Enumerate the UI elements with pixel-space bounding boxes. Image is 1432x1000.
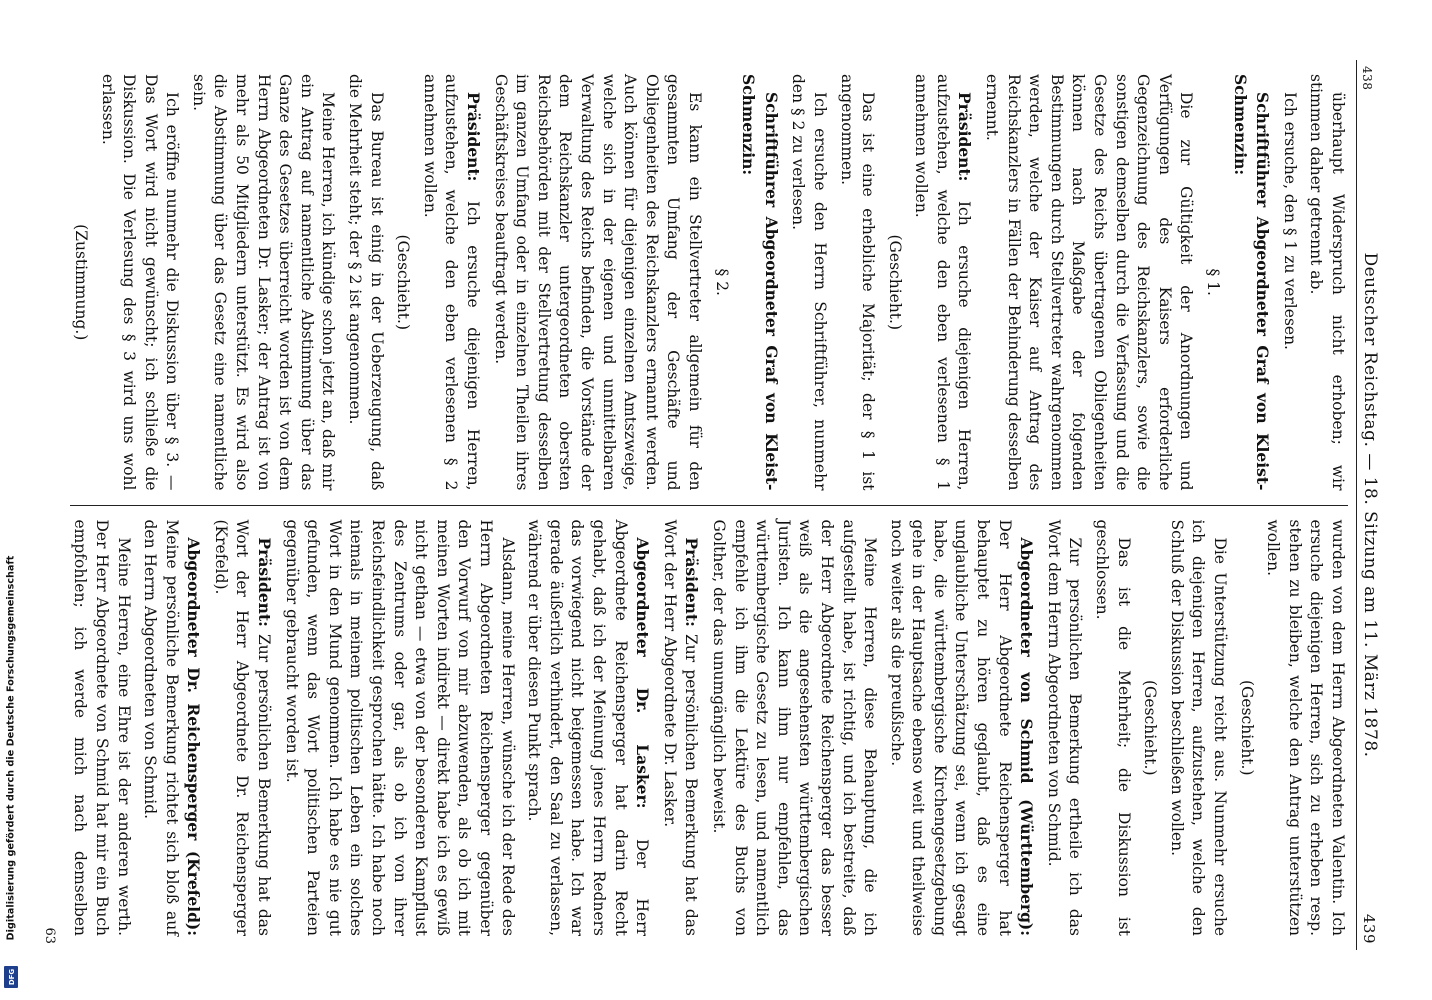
- paragraph-text: Ich ersuche den Herrn Schriftführer, nunmehr den § 2 zu verlesen.: [789, 74, 829, 491]
- paragraph-text: Ich ersuche diejenigen Herren, aufzustehen, welche den eben verlesenen § 1 annehmen wollen.: [912, 74, 974, 491]
- paragraph: [70, 520, 134, 937]
- paragraph-text: (Geschieht.): [394, 234, 413, 331]
- paragraph: [489, 74, 705, 491]
- speaker-label: Präsident:: [255, 537, 275, 627]
- paragraph: [1090, 520, 1133, 937]
- text-columns: [70, 60, 1348, 950]
- paragraph: [1201, 74, 1223, 491]
- paragraph: [1235, 520, 1257, 937]
- speaker-label: Schriftführer Abgeordneter Graf von Kleist-Schmenzin:: [739, 74, 781, 491]
- paragraph: [1262, 520, 1348, 937]
- paragraph-text: Meine Herren, diese Behauptung, die ich aufgestellt habe, ist richtig, und ich bestreite, daß der Herr Abgeordnete Reichensperger das besser weiß als die angesehensten württembergischen Juristen. Ich kann ihm nur empfehlen, das württembergische Gesetz zu lesen, und namentlich empfehle ich ihm die Lektüre des Buchs von Golther, der das unumgänglich beweist.: [709, 519, 880, 936]
- paragraph-text: Die Unterstützung reicht aus. Nunmehr ersuche ich diejenigen Herren, aufzustehen, welche den Schluß der Diskussion beschließen wollen.: [1167, 519, 1230, 936]
- paragraph: [1278, 74, 1300, 491]
- speaker-label: Präsident:: [464, 92, 484, 182]
- paragraph: [710, 74, 732, 491]
- paragraph: [392, 74, 414, 491]
- paragraph-text: (Geschieht.): [1141, 679, 1160, 776]
- paragraph-text: Das ist eine erhebliche Majorität; der § 1 ist angenommen.: [837, 74, 878, 491]
- paragraph-text: (Geschieht.): [885, 234, 904, 331]
- paragraph-text: wurden von dem Herrn Abgeordneten Valentin. Ich ersuche diejenigen Herren, sich zu erheben resp. stehen zu bleiben, welche den Antrag unterstützen wollen.: [1264, 519, 1347, 936]
- paragraph-text: Zur persönlichen Bemerkung hat das Wort der Herr Abgeordnete Dr. Reichensperger (Krefeld).: [211, 519, 274, 936]
- paragraph-text: Zur persönlichen Bemerkung hat das Wort der Herr Abgeordnete Dr. Lasker.: [660, 519, 701, 936]
- paragraph-text: überhaupt Widerspruch nicht erhoben; wir stimmen daher getrennt ab.: [1307, 74, 1347, 491]
- paragraph: [280, 520, 518, 937]
- signature-mark: 63: [42, 927, 57, 944]
- paragraph: [187, 74, 338, 491]
- paragraph-text: Ich ersuche diejenigen Herren, aufzustehen, welche den eben verlesenen § 2 annehmen wollen.: [420, 74, 483, 491]
- paragraph-text: Ich eröffne nunmehr die Diskussion über § 3. — Das Wort wird nicht gewünscht; ich schließe die Diskussion. Die Verlesung des § 3 wird uns wohl erlassen.: [98, 74, 182, 491]
- paragraph-text: § 1.: [1204, 268, 1223, 296]
- paragraph-text: § 2.: [712, 268, 731, 296]
- paragraph: [1305, 74, 1348, 491]
- paragraph-text: (Zustimmung.): [71, 224, 90, 341]
- paragraph: [139, 520, 205, 937]
- speaker-label: Präsident:: [682, 537, 702, 627]
- paragraph: [70, 74, 91, 491]
- paragraph-text: Das ist die Mehrheit; die Diskussion ist geschlossen.: [1093, 519, 1133, 936]
- left-page-number: 438: [1360, 66, 1374, 91]
- paragraph: [418, 74, 484, 491]
- paragraph-text: Meine persönliche Bemerkung richtet sich bloß auf den Herrn Abgeordneten von Schmid.: [141, 519, 181, 936]
- paragraph: [787, 74, 830, 491]
- digitization-note: Digitalisierung gefördert durch die Deutsche Forschungsgemeinschaft: [5, 555, 17, 941]
- paragraph-text: Meine Herren, eine Ehre ist der anderen werth. Der Herr Abgeordnete von Schmid hat mir ein Buch empfohlen; ich werde mich nach demselben: [71, 519, 133, 936]
- paragraph: [343, 74, 386, 491]
- right-column: [70, 506, 1348, 951]
- paragraph: [209, 520, 275, 937]
- paragraph-text: Die zur Gültigkeit der Anordnungen und Verfügungen des Kaisers erforderliche Gegenzeichnung des Reichskanzlers, sowie die sonstigen demselben durch die Verfassung und die Gesetze des Reichs übertragenen Obliegenheiten können nach Maßgabe der folgenden Bestimmungen durch Stellvertreter wahrgenommen werden, welche der Kaiser auf Antrag des Reichskanzlers in Fällen der Behinderung desselben ernennt.: [983, 74, 1196, 491]
- paragraph-text: Das Bureau ist einig in der Ueberzeugung, daß die Mehrheit steht; der § 2 ist angenommen.: [346, 74, 386, 491]
- paragraph-text: Der Herr Abgeordnete Reichensperger hat darin Recht gehabt, daß ich der Meinung jenes Herrn Redners das vorwiegend nicht beigemessen habe. Ich war gerade äußerlich verhindert, den Saal zu verlassen, während er über diesen Punkt sprach.: [525, 519, 652, 936]
- paragraph: [707, 520, 880, 937]
- running-header: [1356, 60, 1386, 950]
- paragraph: [910, 74, 976, 491]
- paragraph-text: Alsdann, meine Herren, wünsche ich der Rede des Herrn Abgeordneten Reichensperger gegenüber den Vorwurf von mir abzuwenden, als ob ich mit meinen Worten indirekt — direkt habe ich es gewiß nicht gethan — etwa von der besonderen Kampflust des Zentrums oder gar, als ob ich von ihrer Reichsfeindlichkeit gesprochen hätte. Ich habe noch niemals in meinem politischen Leben ein solches Wort in den Mund genommen. Ich habe es nie gut gefunden, wenn das Wort politischen Parteien gegenüber gebraucht worden ist.: [282, 519, 517, 936]
- page-number: 439: [1360, 913, 1378, 944]
- paragraph-text: (Geschieht.): [1237, 679, 1256, 776]
- paragraph-text: Zur persönlichen Bemerkung ertheile ich das Wort dem Herrn Abgeordneten von Schmid.: [1044, 519, 1085, 936]
- paragraph-text: Meine Herren, ich kündige schon jetzt an, daß mir ein Antrag auf namentliche Abstimmung über das Ganze des Gesetzes überreicht worden ist von dem Herrn Abgeordneten Dr. Lasker; der Antrag ist von mehr als 50 Mitgliedern unterstützt. Es wird also die Abstimmung über das Gesetz eine namentliche sein.: [189, 74, 338, 491]
- scanned-page: [36, 30, 1396, 970]
- paragraph: [523, 520, 654, 937]
- speaker-label: Abgeordneter Dr. Lasker:: [633, 537, 653, 809]
- paragraph: [1139, 520, 1161, 937]
- speaker-label: Präsident:: [955, 92, 975, 182]
- paragraph: [737, 74, 782, 491]
- paragraph: [835, 74, 878, 491]
- paragraph-text: Ich ersuche, den § 1 zu verlesen.: [1280, 92, 1299, 350]
- paragraph: [883, 74, 905, 491]
- digitization-sidebar: [0, 0, 22, 1000]
- paragraph: [658, 520, 702, 937]
- speaker-label: Abgeordneter von Schmid (Württemberg):: [1017, 537, 1037, 936]
- paragraph-text: Es kann ein Stellvertreter allgemein für den gesammten Umfang der Geschäfte und Obliegenheiten des Reichskanzlers ernannt werden. Auch können für diejenigen einzelnen Amtszweige, welche sich in der eigenen und unmittelbaren Verwaltung des Reichs befinden, die Vorstände der dem Reichskanzler untergeordneten obersten Reichsbehörden mit der Stellvertretung desselben im ganzen Umfang oder in einzelnen Theilen ihres Geschäftskreises beauftragt werden.: [491, 74, 704, 491]
- paragraph: [1228, 74, 1273, 491]
- page-title: Deutscher Reichstag. — 18. Sitzung am 11. März 1878.: [1360, 252, 1380, 758]
- dfg-logo-text: DFG: [8, 968, 17, 986]
- left-column: [70, 60, 1348, 505]
- paragraph: [885, 520, 1037, 937]
- paragraph: [1042, 520, 1085, 937]
- speaker-label: Schriftführer Abgeordneter Graf von Kleist-Schmenzin:: [1230, 74, 1273, 491]
- paragraph-text: Der Herr Abgeordnete Reichensperger hat behauptet zu hören geglaubt, daß es eine unglaubliche Unterschätzung sei, wenn ich gesagt habe, die württembergische Kirchengesetzgebung gehe in der Hauptsache ebenso weit und theilweise noch weiter als die preußische.: [887, 519, 1014, 936]
- speaker-label: Abgeordneter Dr. Reichensperger (Krefeld):: [184, 537, 204, 936]
- paragraph: [96, 74, 182, 491]
- dfg-logo: [4, 966, 18, 988]
- paragraph: [981, 74, 1197, 491]
- paragraph: [1165, 520, 1230, 937]
